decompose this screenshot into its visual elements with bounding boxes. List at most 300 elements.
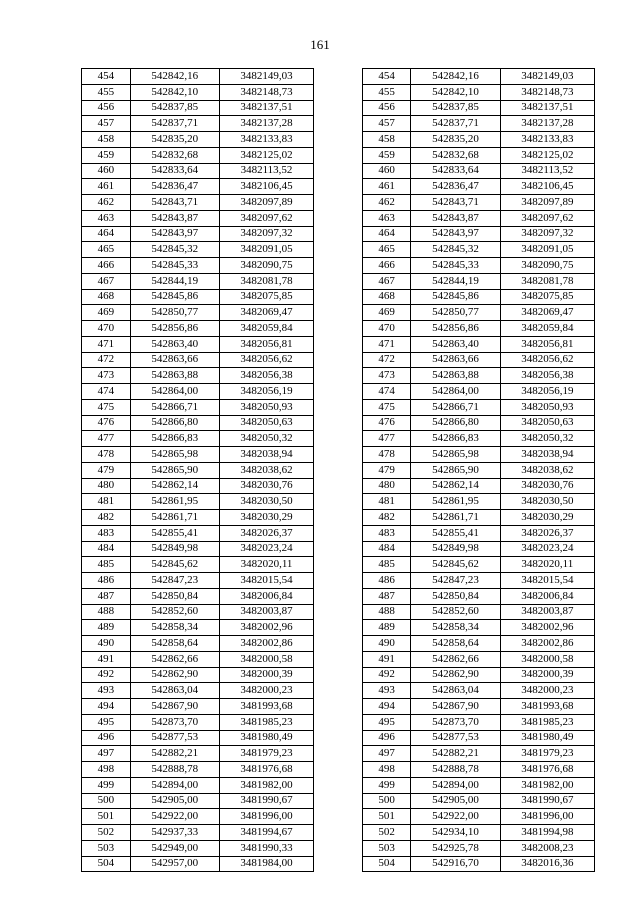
left-x-coordinate-cell: 542845,33: [130, 258, 219, 274]
left-point-number-cell: 486: [82, 573, 131, 589]
left-x-coordinate-cell: 542843,87: [130, 210, 219, 226]
left-point-number-cell: 500: [82, 793, 131, 809]
table-row: [82, 384, 595, 400]
left-point-number-cell: 480: [82, 478, 131, 494]
right-x-coordinate-cell: 542864,00: [411, 384, 500, 400]
right-y-coordinate-cell: 3482056,62: [500, 352, 594, 368]
right-y-coordinate-cell: 3481994,98: [500, 825, 594, 841]
right-x-coordinate-cell: 542845,62: [411, 557, 500, 573]
right-y-coordinate-cell: 3482059,84: [500, 321, 594, 337]
left-point-number-cell: 482: [82, 510, 131, 526]
right-x-coordinate-cell: 542856,86: [411, 321, 500, 337]
right-x-coordinate-cell: 542835,20: [411, 132, 500, 148]
left-y-coordinate-cell: 3481982,00: [219, 777, 313, 793]
left-x-coordinate-cell: 542862,14: [130, 478, 219, 494]
left-x-coordinate-cell: 542842,16: [130, 69, 219, 85]
left-x-coordinate-cell: 542858,34: [130, 620, 219, 636]
left-y-coordinate-cell: 3482006,84: [219, 588, 313, 604]
left-point-number-cell: 484: [82, 541, 131, 557]
right-point-number-cell: 455: [362, 84, 411, 100]
right-point-number-cell: 476: [362, 415, 411, 431]
table-row: [82, 258, 595, 274]
right-x-coordinate-cell: 542866,71: [411, 399, 500, 415]
left-point-number-cell: 470: [82, 321, 131, 337]
left-y-coordinate-cell: 3481996,00: [219, 809, 313, 825]
right-point-number-cell: 457: [362, 116, 411, 132]
table-row: [82, 683, 595, 699]
left-point-number-cell: 460: [82, 163, 131, 179]
table-row: [82, 746, 595, 762]
left-point-number-cell: 504: [82, 856, 131, 872]
right-point-number-cell: 491: [362, 651, 411, 667]
right-point-number-cell: 497: [362, 746, 411, 762]
right-x-coordinate-cell: 542865,90: [411, 462, 500, 478]
right-point-number-cell: 501: [362, 809, 411, 825]
right-point-number-cell: 461: [362, 179, 411, 195]
right-point-number-cell: 492: [362, 667, 411, 683]
right-y-coordinate-cell: 3481982,00: [500, 777, 594, 793]
column-gap: [314, 510, 363, 526]
left-x-coordinate-cell: 542856,86: [130, 321, 219, 337]
left-x-coordinate-cell: 542835,20: [130, 132, 219, 148]
column-gap: [314, 321, 363, 337]
right-point-number-cell: 493: [362, 683, 411, 699]
table-row: [82, 147, 595, 163]
table-row: [82, 856, 595, 872]
left-point-number-cell: 462: [82, 195, 131, 211]
right-point-number-cell: 489: [362, 620, 411, 636]
table-row: [82, 620, 595, 636]
table-row: [82, 651, 595, 667]
table-row: [82, 352, 595, 368]
left-point-number-cell: 459: [82, 147, 131, 163]
right-x-coordinate-cell: 542858,64: [411, 636, 500, 652]
left-x-coordinate-cell: 542842,10: [130, 84, 219, 100]
left-point-number-cell: 464: [82, 226, 131, 242]
right-y-coordinate-cell: 3481990,67: [500, 793, 594, 809]
table-row: [82, 163, 595, 179]
column-gap: [314, 856, 363, 872]
left-point-number-cell: 491: [82, 651, 131, 667]
right-point-number-cell: 465: [362, 242, 411, 258]
left-y-coordinate-cell: 3482059,84: [219, 321, 313, 337]
right-y-coordinate-cell: 3482030,29: [500, 510, 594, 526]
column-gap: [314, 541, 363, 557]
right-point-number-cell: 502: [362, 825, 411, 841]
table-row: [82, 636, 595, 652]
left-y-coordinate-cell: 3482133,83: [219, 132, 313, 148]
right-point-number-cell: 503: [362, 840, 411, 856]
left-x-coordinate-cell: 542894,00: [130, 777, 219, 793]
right-point-number-cell: 454: [362, 69, 411, 85]
right-x-coordinate-cell: 542843,87: [411, 210, 500, 226]
left-point-number-cell: 498: [82, 762, 131, 778]
table-row: [82, 588, 595, 604]
right-y-coordinate-cell: 3482097,89: [500, 195, 594, 211]
left-point-number-cell: 475: [82, 399, 131, 415]
table-row: [82, 825, 595, 841]
left-y-coordinate-cell: 3481984,00: [219, 856, 313, 872]
table-row: [82, 84, 595, 100]
right-y-coordinate-cell: 3482097,62: [500, 210, 594, 226]
left-y-coordinate-cell: 3481976,68: [219, 762, 313, 778]
left-y-coordinate-cell: 3482148,73: [219, 84, 313, 100]
table-row: [82, 100, 595, 116]
right-y-coordinate-cell: 3482113,52: [500, 163, 594, 179]
left-y-coordinate-cell: 3482090,75: [219, 258, 313, 274]
left-y-coordinate-cell: 3482097,32: [219, 226, 313, 242]
left-point-number-cell: 476: [82, 415, 131, 431]
column-gap: [314, 384, 363, 400]
left-point-number-cell: 457: [82, 116, 131, 132]
right-point-number-cell: 459: [362, 147, 411, 163]
right-point-number-cell: 499: [362, 777, 411, 793]
right-y-coordinate-cell: 3482056,38: [500, 368, 594, 384]
right-point-number-cell: 475: [362, 399, 411, 415]
table-row: [82, 195, 595, 211]
left-y-coordinate-cell: 3481979,23: [219, 746, 313, 762]
right-x-coordinate-cell: 542850,77: [411, 305, 500, 321]
column-gap: [314, 699, 363, 715]
right-point-number-cell: 484: [362, 541, 411, 557]
right-y-coordinate-cell: 3482003,87: [500, 604, 594, 620]
right-point-number-cell: 463: [362, 210, 411, 226]
column-gap: [314, 762, 363, 778]
left-point-number-cell: 455: [82, 84, 131, 100]
right-y-coordinate-cell: 3482050,32: [500, 431, 594, 447]
left-point-number-cell: 468: [82, 289, 131, 305]
column-gap: [314, 525, 363, 541]
left-y-coordinate-cell: 3482091,05: [219, 242, 313, 258]
left-x-coordinate-cell: 542922,00: [130, 809, 219, 825]
left-point-number-cell: 478: [82, 447, 131, 463]
right-point-number-cell: 460: [362, 163, 411, 179]
right-y-coordinate-cell: 3481993,68: [500, 699, 594, 715]
right-x-coordinate-cell: 542843,71: [411, 195, 500, 211]
left-x-coordinate-cell: 542866,71: [130, 399, 219, 415]
column-gap: [314, 431, 363, 447]
table-row: [82, 116, 595, 132]
column-gap: [314, 683, 363, 699]
left-x-coordinate-cell: 542888,78: [130, 762, 219, 778]
right-y-coordinate-cell: 3482091,05: [500, 242, 594, 258]
left-y-coordinate-cell: 3482038,62: [219, 462, 313, 478]
right-x-coordinate-cell: 542862,66: [411, 651, 500, 667]
right-x-coordinate-cell: 542836,47: [411, 179, 500, 195]
left-x-coordinate-cell: 542865,90: [130, 462, 219, 478]
left-y-coordinate-cell: 3481980,49: [219, 730, 313, 746]
left-x-coordinate-cell: 542864,00: [130, 384, 219, 400]
table-row: [82, 525, 595, 541]
left-point-number-cell: 474: [82, 384, 131, 400]
right-y-coordinate-cell: 3481985,23: [500, 714, 594, 730]
left-point-number-cell: 469: [82, 305, 131, 321]
column-gap: [314, 793, 363, 809]
right-point-number-cell: 486: [362, 573, 411, 589]
left-point-number-cell: 465: [82, 242, 131, 258]
right-x-coordinate-cell: 542861,71: [411, 510, 500, 526]
right-x-coordinate-cell: 542905,00: [411, 793, 500, 809]
column-gap: [314, 116, 363, 132]
right-y-coordinate-cell: 3482125,02: [500, 147, 594, 163]
right-point-number-cell: 467: [362, 273, 411, 289]
left-y-coordinate-cell: 3482106,45: [219, 179, 313, 195]
right-point-number-cell: 471: [362, 336, 411, 352]
column-gap: [314, 273, 363, 289]
left-x-coordinate-cell: 542882,21: [130, 746, 219, 762]
left-point-number-cell: 499: [82, 777, 131, 793]
left-point-number-cell: 490: [82, 636, 131, 652]
right-y-coordinate-cell: 3482002,86: [500, 636, 594, 652]
right-y-coordinate-cell: 3481979,23: [500, 746, 594, 762]
right-y-coordinate-cell: 3482137,28: [500, 116, 594, 132]
left-point-number-cell: 485: [82, 557, 131, 573]
right-x-coordinate-cell: 542844,19: [411, 273, 500, 289]
right-point-number-cell: 458: [362, 132, 411, 148]
right-x-coordinate-cell: 542849,98: [411, 541, 500, 557]
right-x-coordinate-cell: 542865,98: [411, 447, 500, 463]
column-gap: [314, 809, 363, 825]
left-x-coordinate-cell: 542862,90: [130, 667, 219, 683]
table-row: [82, 69, 595, 85]
left-y-coordinate-cell: 3482003,87: [219, 604, 313, 620]
left-x-coordinate-cell: 542957,00: [130, 856, 219, 872]
right-point-number-cell: 504: [362, 856, 411, 872]
column-gap: [314, 147, 363, 163]
left-x-coordinate-cell: 542833,64: [130, 163, 219, 179]
column-gap: [314, 84, 363, 100]
left-point-number-cell: 481: [82, 494, 131, 510]
left-point-number-cell: 454: [82, 69, 131, 85]
right-x-coordinate-cell: 542855,41: [411, 525, 500, 541]
column-gap: [314, 69, 363, 85]
table-row: [82, 336, 595, 352]
right-x-coordinate-cell: 542882,21: [411, 746, 500, 762]
right-point-number-cell: 469: [362, 305, 411, 321]
right-point-number-cell: 500: [362, 793, 411, 809]
left-point-number-cell: 483: [82, 525, 131, 541]
table-row: [82, 210, 595, 226]
right-x-coordinate-cell: 542934,10: [411, 825, 500, 841]
right-point-number-cell: 472: [362, 352, 411, 368]
left-y-coordinate-cell: 3482056,81: [219, 336, 313, 352]
left-x-coordinate-cell: 542877,53: [130, 730, 219, 746]
column-gap: [314, 620, 363, 636]
left-y-coordinate-cell: 3482020,11: [219, 557, 313, 573]
right-x-coordinate-cell: 542862,90: [411, 667, 500, 683]
right-x-coordinate-cell: 542877,53: [411, 730, 500, 746]
left-x-coordinate-cell: 542845,62: [130, 557, 219, 573]
table-row: [82, 699, 595, 715]
table-row: [82, 368, 595, 384]
right-y-coordinate-cell: 3482000,23: [500, 683, 594, 699]
column-gap: [314, 840, 363, 856]
left-x-coordinate-cell: 542855,41: [130, 525, 219, 541]
column-gap: [314, 667, 363, 683]
right-point-number-cell: 477: [362, 431, 411, 447]
right-x-coordinate-cell: 542916,70: [411, 856, 500, 872]
left-x-coordinate-cell: 542863,40: [130, 336, 219, 352]
left-x-coordinate-cell: 542845,86: [130, 289, 219, 305]
left-point-number-cell: 495: [82, 714, 131, 730]
right-y-coordinate-cell: 3482038,94: [500, 447, 594, 463]
left-y-coordinate-cell: 3482149,03: [219, 69, 313, 85]
right-x-coordinate-cell: 542863,66: [411, 352, 500, 368]
right-y-coordinate-cell: 3482097,32: [500, 226, 594, 242]
table-row: [82, 242, 595, 258]
left-x-coordinate-cell: 542850,77: [130, 305, 219, 321]
right-x-coordinate-cell: 542888,78: [411, 762, 500, 778]
column-gap: [314, 100, 363, 116]
left-point-number-cell: 489: [82, 620, 131, 636]
right-y-coordinate-cell: 3482002,96: [500, 620, 594, 636]
left-x-coordinate-cell: 542849,98: [130, 541, 219, 557]
right-x-coordinate-cell: 542837,71: [411, 116, 500, 132]
right-x-coordinate-cell: 542861,95: [411, 494, 500, 510]
table-row: [82, 478, 595, 494]
right-x-coordinate-cell: 542845,32: [411, 242, 500, 258]
column-gap: [314, 636, 363, 652]
left-x-coordinate-cell: 542843,71: [130, 195, 219, 211]
right-y-coordinate-cell: 3482008,23: [500, 840, 594, 856]
right-point-number-cell: 480: [362, 478, 411, 494]
table-row: [82, 415, 595, 431]
right-point-number-cell: 498: [362, 762, 411, 778]
column-gap: [314, 447, 363, 463]
column-gap: [314, 305, 363, 321]
left-x-coordinate-cell: 542865,98: [130, 447, 219, 463]
left-y-coordinate-cell: 3482030,50: [219, 494, 313, 510]
right-x-coordinate-cell: 542850,84: [411, 588, 500, 604]
table-row: [82, 226, 595, 242]
left-x-coordinate-cell: 542949,00: [130, 840, 219, 856]
column-gap: [314, 651, 363, 667]
column-gap: [314, 746, 363, 762]
right-x-coordinate-cell: 542866,80: [411, 415, 500, 431]
right-y-coordinate-cell: 3482090,75: [500, 258, 594, 274]
right-y-coordinate-cell: 3482075,85: [500, 289, 594, 305]
left-point-number-cell: 497: [82, 746, 131, 762]
right-x-coordinate-cell: 542894,00: [411, 777, 500, 793]
left-x-coordinate-cell: 542863,88: [130, 368, 219, 384]
column-gap: [314, 258, 363, 274]
column-gap: [314, 714, 363, 730]
right-x-coordinate-cell: 542863,04: [411, 683, 500, 699]
right-y-coordinate-cell: 3482030,76: [500, 478, 594, 494]
table-row: [82, 447, 595, 463]
right-point-number-cell: 456: [362, 100, 411, 116]
right-y-coordinate-cell: 3482026,37: [500, 525, 594, 541]
left-x-coordinate-cell: 542847,23: [130, 573, 219, 589]
left-y-coordinate-cell: 3482137,51: [219, 100, 313, 116]
right-point-number-cell: 462: [362, 195, 411, 211]
left-x-coordinate-cell: 542858,64: [130, 636, 219, 652]
right-y-coordinate-cell: 3482056,81: [500, 336, 594, 352]
column-gap: [314, 242, 363, 258]
column-gap: [314, 210, 363, 226]
table-row: [82, 793, 595, 809]
right-x-coordinate-cell: 542866,83: [411, 431, 500, 447]
left-y-coordinate-cell: 3482026,37: [219, 525, 313, 541]
table-row: [82, 510, 595, 526]
table-row: [82, 730, 595, 746]
right-x-coordinate-cell: 542873,70: [411, 714, 500, 730]
left-y-coordinate-cell: 3482000,58: [219, 651, 313, 667]
right-y-coordinate-cell: 3482030,50: [500, 494, 594, 510]
right-x-coordinate-cell: 542925,78: [411, 840, 500, 856]
right-y-coordinate-cell: 3482016,36: [500, 856, 594, 872]
column-gap: [314, 415, 363, 431]
left-y-coordinate-cell: 3481990,67: [219, 793, 313, 809]
left-y-coordinate-cell: 3481994,67: [219, 825, 313, 841]
column-gap: [314, 352, 363, 368]
left-point-number-cell: 477: [82, 431, 131, 447]
left-point-number-cell: 463: [82, 210, 131, 226]
right-x-coordinate-cell: 542852,60: [411, 604, 500, 620]
right-point-number-cell: 490: [362, 636, 411, 652]
left-point-number-cell: 473: [82, 368, 131, 384]
right-x-coordinate-cell: 542863,88: [411, 368, 500, 384]
right-point-number-cell: 483: [362, 525, 411, 541]
table-row: [82, 494, 595, 510]
left-y-coordinate-cell: 3481993,68: [219, 699, 313, 715]
table-row: [82, 289, 595, 305]
right-y-coordinate-cell: 3482006,84: [500, 588, 594, 604]
table-row: [82, 399, 595, 415]
left-point-number-cell: 458: [82, 132, 131, 148]
left-y-coordinate-cell: 3482050,32: [219, 431, 313, 447]
table-row: [82, 462, 595, 478]
right-point-number-cell: 496: [362, 730, 411, 746]
left-y-coordinate-cell: 3482137,28: [219, 116, 313, 132]
right-point-number-cell: 466: [362, 258, 411, 274]
column-gap: [314, 226, 363, 242]
left-y-coordinate-cell: 3482050,93: [219, 399, 313, 415]
left-x-coordinate-cell: 542863,04: [130, 683, 219, 699]
left-point-number-cell: 501: [82, 809, 131, 825]
table-row: [82, 777, 595, 793]
table-row: [82, 840, 595, 856]
right-x-coordinate-cell: 542842,16: [411, 69, 500, 85]
right-y-coordinate-cell: 3482050,63: [500, 415, 594, 431]
left-point-number-cell: 488: [82, 604, 131, 620]
left-y-coordinate-cell: 3482030,76: [219, 478, 313, 494]
left-point-number-cell: 487: [82, 588, 131, 604]
right-point-number-cell: 488: [362, 604, 411, 620]
right-y-coordinate-cell: 3481996,00: [500, 809, 594, 825]
left-x-coordinate-cell: 542863,66: [130, 352, 219, 368]
left-point-number-cell: 466: [82, 258, 131, 274]
right-y-coordinate-cell: 3481976,68: [500, 762, 594, 778]
left-point-number-cell: 472: [82, 352, 131, 368]
left-x-coordinate-cell: 542861,95: [130, 494, 219, 510]
left-x-coordinate-cell: 542832,68: [130, 147, 219, 163]
left-x-coordinate-cell: 542861,71: [130, 510, 219, 526]
left-x-coordinate-cell: 542843,97: [130, 226, 219, 242]
right-y-coordinate-cell: 3482050,93: [500, 399, 594, 415]
table-row: [82, 557, 595, 573]
column-gap: [314, 368, 363, 384]
left-x-coordinate-cell: 542862,66: [130, 651, 219, 667]
column-gap: [314, 588, 363, 604]
table-row: [82, 431, 595, 447]
left-point-number-cell: 467: [82, 273, 131, 289]
left-x-coordinate-cell: 542844,19: [130, 273, 219, 289]
right-point-number-cell: 495: [362, 714, 411, 730]
left-x-coordinate-cell: 542905,00: [130, 793, 219, 809]
table-row: [82, 321, 595, 337]
left-y-coordinate-cell: 3482030,29: [219, 510, 313, 526]
